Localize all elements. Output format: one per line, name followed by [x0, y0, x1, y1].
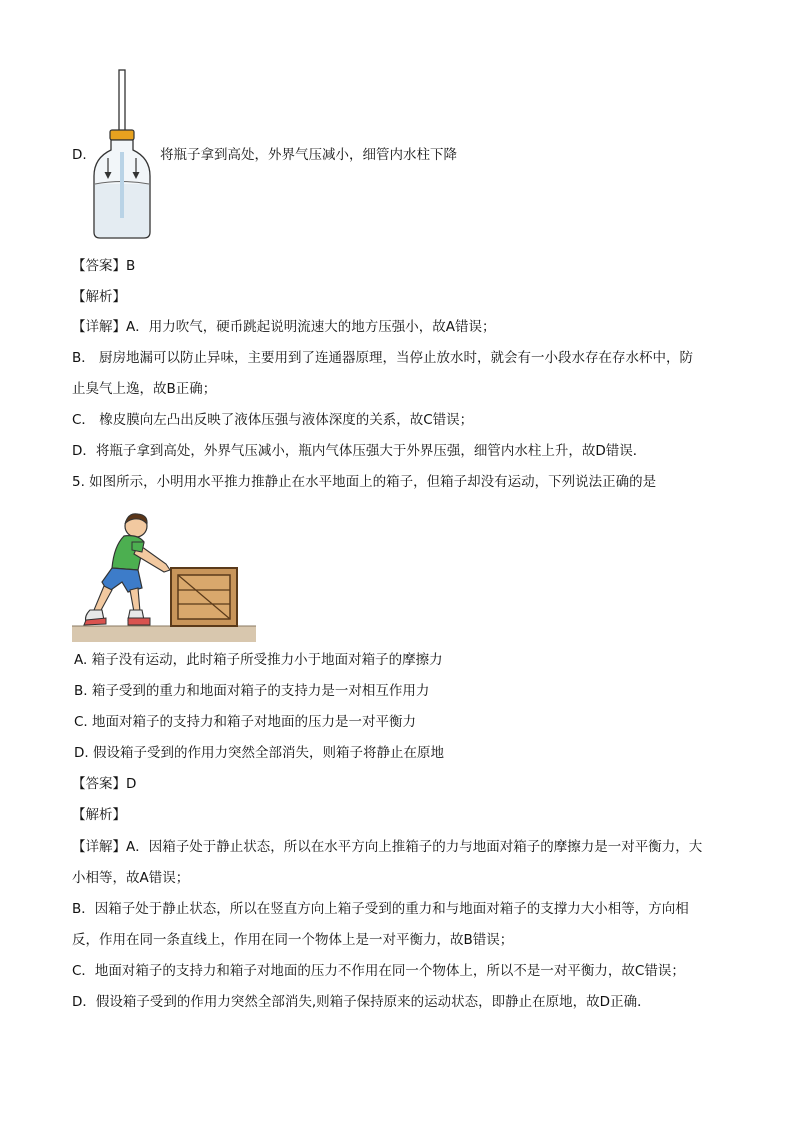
q4-analysis-heading: 【解析】 [72, 289, 126, 305]
q5-analysis-line-6: D．假设箱子受到的作用力突然全部消失,则箱子保持原来的运动状态，即静止在原地，故D正确． [72, 994, 651, 1010]
bottle-figure [88, 68, 156, 240]
q4-analysis-line-3: 止臭气上逸，故B正确； [72, 381, 217, 397]
q4-analysis-line-2: B． 厨房地漏可以防止异味，主要用到了连通器原理，当停止放水时，就会有一小段水存在存水杯中，防 [72, 350, 694, 366]
q5-option-a: A. 箱子没有运动，此时箱子所受推力小于地面对箱子的摩擦力 [74, 652, 443, 668]
q5-analysis-line-3: B．因箱子处于静止状态，所以在竖直方向上箱子受到的重力和与地面对箱子的支撑力大小相等，方向相 [72, 901, 689, 917]
q4-option-d-label: D. [72, 147, 87, 163]
q5-analysis-heading: 【解析】 [72, 807, 126, 823]
q4-analysis-line-4: C． 橡皮膜向左凸出反映了液体压强与液体深度的关系，故C错误； [72, 412, 474, 428]
q5-answer: 【答案】D [72, 776, 137, 792]
q5-analysis-line-2: 小相等，故A错误； [72, 870, 190, 886]
q4-analysis-line-1: 【详解】A．用力吹气，硬币跳起说明流速大的地方压强小，故A错误； [72, 319, 496, 335]
q5-analysis-line-4: 反，作用在同一条直线上，作用在同一个物体上是一对平衡力，故B错误； [72, 932, 514, 948]
boy-pushing-box-figure [72, 506, 256, 642]
q5-option-c: C. 地面对箱子的支持力和箱子对地面的压力是一对平衡力 [74, 714, 417, 730]
q5-option-d: D. 假设箱子受到的作用力突然全部消失，则箱子将静止在原地 [74, 745, 444, 761]
q4-analysis-line-5: D．将瓶子拿到高处，外界气压减小，瓶内气体压强大于外界压强，细管内水柱上升，故D错误． [72, 443, 647, 459]
q4-option-d-text: 将瓶子拿到高处，外界气压减小，细管内水柱下降 [160, 147, 457, 163]
q5-analysis-line-5: C．地面对箱子的支持力和箱子对地面的压力不作用在同一个物体上，所以不是一对平衡力，故C错误； [72, 963, 685, 979]
q5-analysis-line-1: 【详解】A．因箱子处于静止状态，所以在水平方向上推箱子的力与地面对箱子的摩擦力是一对平衡力，大 [72, 839, 703, 855]
q5-option-b: B. 箱子受到的重力和地面对箱子的支持力是一对相互作用力 [74, 683, 430, 699]
q4-answer: 【答案】B [72, 258, 136, 274]
q5-stem: 5. 如图所示，小明用水平推力推静止在水平地面上的箱子，但箱子却没有运动，下列说法正确的是 [72, 474, 657, 490]
